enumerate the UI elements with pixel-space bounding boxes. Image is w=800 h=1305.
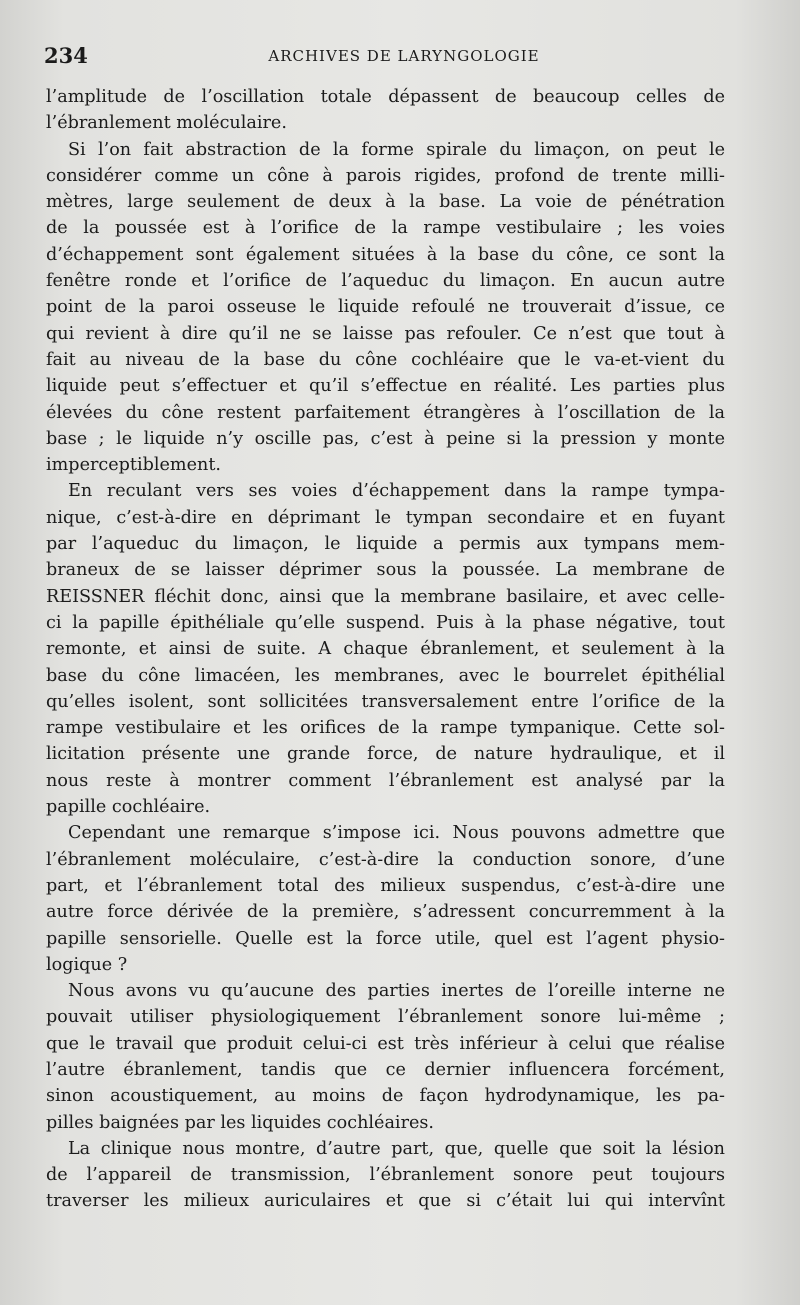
text-line: Nous avons vu qu’aucune des parties inertes de l’oreille interne ne bbox=[68, 981, 725, 1002]
text-line: l’ébranlement moléculaire, c’est-à-dire la conduction sonore, d’une bbox=[46, 849, 725, 870]
body-text bbox=[46, 84, 725, 1215]
text-line: ci la papille épithéliale qu’elle suspend. Puis à la phase négative, tout bbox=[46, 612, 725, 633]
text-line: Cependant une remarque s’impose ici. Nous pouvons admettre que bbox=[68, 823, 725, 844]
text-line: nous reste à montrer comment l’ébranlement est analysé par la bbox=[46, 770, 725, 791]
text-line: REISSNER fléchit donc, ainsi que la membrane basilaire, et avec celle- bbox=[46, 586, 725, 607]
text-line: qu’elles isolent, sont sollicitées transversalement entre l’orifice de la bbox=[46, 691, 725, 712]
text-line: élevées du cône restent parfaitement étrangères à l’oscillation de la bbox=[46, 402, 725, 423]
text-line: de la poussée est à l’orifice de la rampe vestibulaire ; les voies bbox=[46, 218, 725, 239]
text-line: braneux de se laisser déprimer sous la poussée. La membrane de bbox=[46, 560, 725, 581]
text-line: base du cône limacéen, les membranes, avec le bourrelet épithélial bbox=[46, 665, 725, 686]
text-line: de l’appareil de transmission, l’ébranlement sonore peut toujours bbox=[46, 1165, 725, 1186]
text-line: point de la paroi osseuse le liquide refoulé ne trouverait d’issue, ce bbox=[46, 297, 725, 318]
page-header bbox=[44, 44, 744, 68]
text-line: rampe vestibulaire et les orifices de la rampe tympanique. Cette sol- bbox=[46, 718, 725, 739]
text-line: traverser les milieux auriculaires et que si c’était lui qui intervînt bbox=[46, 1191, 725, 1212]
text-line: fenêtre ronde et l’orifice de l’aqueduc du limaçon. En aucun autre bbox=[46, 271, 725, 292]
text-line: sinon acoustiquement, au moins de façon hydrodynamique, les pa- bbox=[46, 1086, 725, 1107]
text-line: par l’aqueduc du limaçon, le liquide a permis aux tympans mem- bbox=[46, 534, 725, 555]
text-line: l’autre ébranlement, tandis que ce dernier influencera forcément, bbox=[46, 1059, 725, 1080]
text-line: Si l’on fait abstraction de la forme spirale du limaçon, on peut le bbox=[68, 139, 725, 160]
text-line: part, et l’ébranlement total des milieux suspendus, c’est-à-dire une bbox=[46, 875, 725, 896]
author-name: REISSNER bbox=[46, 586, 145, 607]
text-line: autre force dérivée de la première, s’adressent concurremment à la bbox=[46, 902, 725, 923]
text-line: considérer comme un cône à parois rigides, profond de trente milli- bbox=[46, 165, 725, 186]
text-line: que le travail que produit celui-ci est très inférieur à celui que réalise bbox=[46, 1033, 725, 1054]
text-line: La clinique nous montre, d’autre part, que, quelle que soit la lésion bbox=[68, 1138, 725, 1159]
text-line: qui revient à dire qu’il ne se laisse pas refouler. Ce n’est que tout à bbox=[46, 323, 725, 344]
text-line: l’amplitude de l’oscillation totale dépassent de beaucoup celles de bbox=[46, 87, 725, 107]
text-line: remonte, et ainsi de suite. A chaque ébranlement, et seulement à la bbox=[46, 639, 725, 660]
text-line: l’ébranlement moléculaire. bbox=[46, 113, 287, 134]
text-line: pilles baignées par les liquides cochléaires. bbox=[46, 1112, 435, 1133]
text-line: papille sensorielle. Quelle est la force utile, quel est l’agent physio- bbox=[46, 928, 725, 949]
text-line: pouvait utiliser physiologiquement l’ébranlement sonore lui-même ; bbox=[46, 1007, 725, 1028]
text-line: nique, c’est-à-dire en déprimant le tympan secondaire et en fuyant bbox=[46, 507, 725, 528]
text-line: En reculant vers ses voies d’échappement dans la rampe tympa- bbox=[68, 481, 725, 502]
text-line: licitation présente une grande force, de nature hydraulique, et il bbox=[46, 744, 725, 765]
text-line: base ; le liquide n’y oscille pas, c’est à peine si la pression y monte bbox=[46, 428, 725, 449]
text-line: fait au niveau de la base du cône cochléaire que le va-et-vient du bbox=[46, 349, 725, 370]
text-line: papille cochléaire. bbox=[46, 797, 211, 818]
text-line: logique ? bbox=[46, 954, 128, 975]
running-title: ARCHIVES DE LARYNGOLOGIE bbox=[268, 47, 540, 65]
page-number: 234 bbox=[44, 43, 88, 68]
text-line: liquide peut s’effectuer et qu’il s’effectue en réalité. Les parties plus bbox=[46, 376, 725, 397]
text-line: mètres, large seulement de deux à la base. La voie de pénétration bbox=[46, 192, 725, 213]
text-line: d’échappement sont également situées à la base du cône, ce sont la bbox=[46, 244, 725, 265]
text-line: imperceptiblement. bbox=[46, 455, 222, 476]
